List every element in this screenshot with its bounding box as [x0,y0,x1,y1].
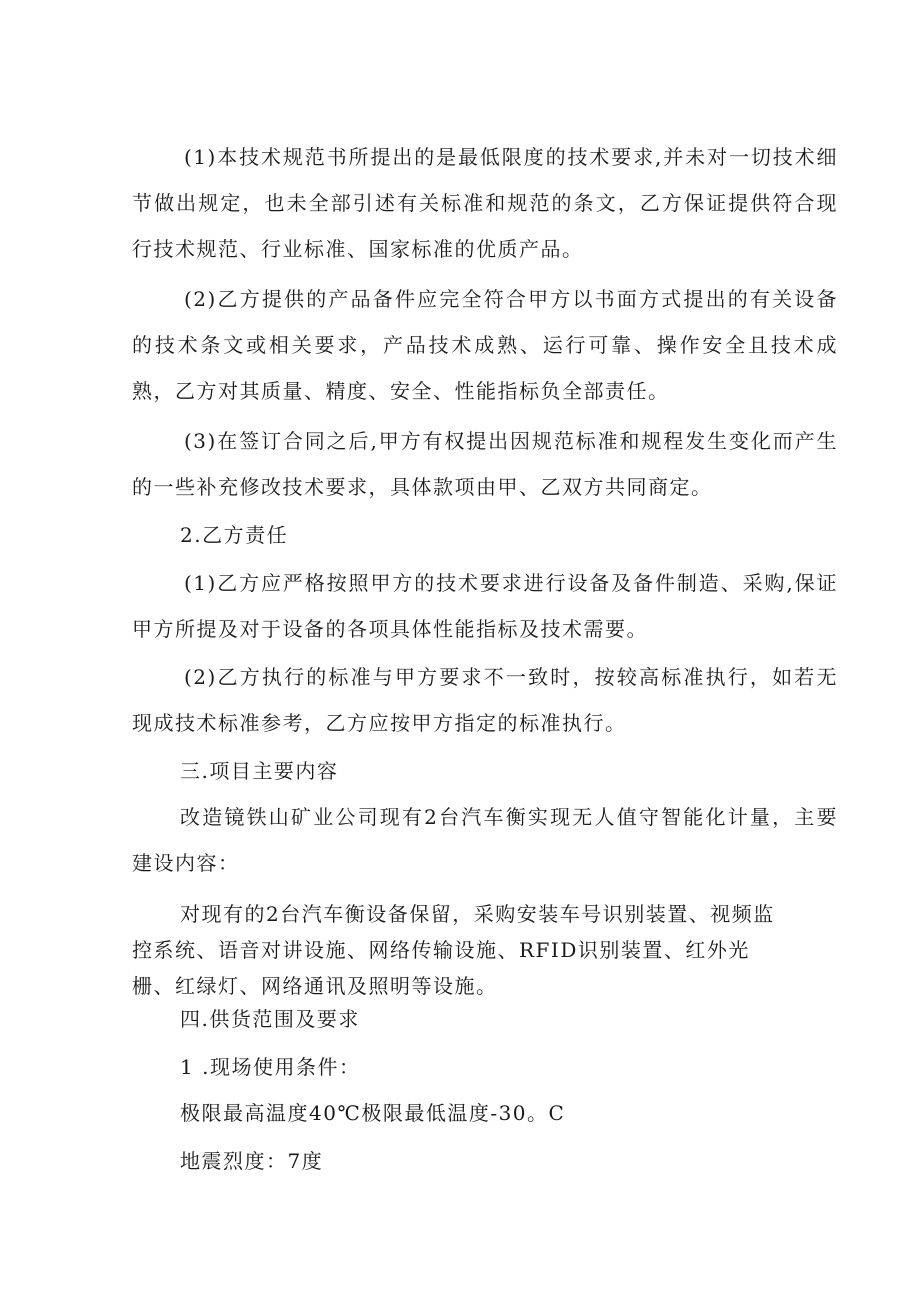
seismic-intensity: 地震烈度：7度 [180,1149,324,1173]
heading-supply-scope: 四.供货范围及要求 [180,1007,360,1031]
heading-party-b-responsibility: 2.乙方责任 [180,523,289,547]
paragraph-product-compliance: (2)乙方提供的产品备件应完全符合甲方以书面方式提出的有关设备的技术条文或相关要求，产品技术成熟、运行可靠、操作安全且技术成熟，乙方对其质量、精度、安全、性能指标负全部责任。 [132,287,838,403]
paragraph-construction-items [132,896,840,1004]
paragraph-tech-spec-scope: (1)本技术规范书所提出的是最低限度的技术要求,并未对一切技术细节做出规定，也未全部引述有关标准和规范的条文，乙方保证提供符合现行技术规范、行业标准、国家标准的优质产品。 [132,145,838,261]
paragraph-retrofit-overview: 改造镜铁山矿业公司现有2台汽车衡实现无人值守智能化计量，主要建设内容： [132,805,838,875]
temperature-limits: 极限最高温度40℃极限最低温度-30。C [180,1101,566,1125]
heading-main-content: 三.项目主要内容 [180,759,339,783]
construction-items-line-1: 对现有的2台汽车衡设备保留，采购安装车号识别装置、视频监 [180,902,775,926]
heading-site-conditions: 1 .现场使用条件： [180,1055,361,1079]
paragraph-manufacturing-procurement: (1)乙方应严格按照甲方的技术要求进行设备及备件制造、采购,保证甲方所提及对于设备的各项具体性能指标及技术需要。 [132,571,838,641]
paragraph-supplementary-requirements: (3)在签订合同之后,甲方有权提出因规范标准和规程发生变化而产生的一些补充修改技术要求，具体款项由甲、乙双方共同商定。 [132,429,838,499]
construction-items-line-2: 控系统、语音对讲设施、网络传输设施、RFID识别装置、红外光 [132,938,750,962]
construction-items-line-3: 栅、红绿灯、网络通讯及照明等设施。 [132,974,498,998]
paragraph-standards-execution: (2)乙方执行的标准与甲方要求不一致时，按较高标准执行，如若无现成技术标准参考，乙方应按甲方指定的标准执行。 [132,665,838,735]
